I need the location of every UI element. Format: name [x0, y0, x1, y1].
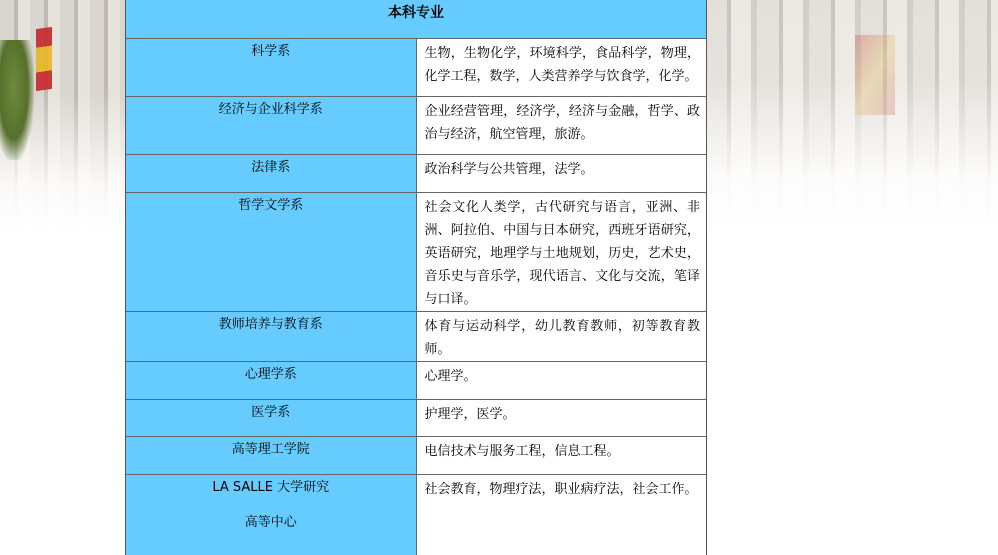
majors-cell: 心理学。 — [416, 362, 706, 400]
table-title: 本科专业 — [126, 0, 706, 39]
department-cell: 心理学系 — [126, 362, 416, 400]
department-name-line2: 高等中心 — [244, 515, 297, 530]
background-building-left — [0, 0, 126, 230]
majors-cell: 政治科学与公共管理，法学。 — [416, 155, 706, 193]
department-cell: 法律系 — [126, 155, 416, 193]
majors-cell: 生物，生物化学，环境科学，食品科学，物理，化学工程，数学，人类营养学与饮食学，化学。 — [416, 39, 706, 97]
majors-table-container — [125, 0, 707, 555]
table-row — [126, 155, 706, 193]
department-cell: 教师培养与教育系 — [126, 312, 416, 362]
majors-cell: 体育与运动科学，幼儿教育教师，初等教育教师。 — [416, 312, 706, 362]
table-row — [126, 475, 706, 555]
majors-table — [126, 0, 706, 555]
table-row — [126, 97, 706, 155]
table-row — [126, 39, 706, 97]
tree-image — [0, 40, 34, 160]
department-name: LA SALLE 大学研究 — [212, 480, 330, 495]
flag-image — [36, 27, 52, 91]
flags-image — [855, 35, 895, 115]
majors-cell: 企业经营管理，经济学，经济与金融，哲学、政治与经济，航空管理，旅游。 — [416, 97, 706, 155]
department-cell: 科学系 — [126, 39, 416, 97]
department-cell: 医学系 — [126, 400, 416, 437]
table-row — [126, 312, 706, 362]
table-header-row — [126, 0, 706, 39]
department-cell: 高等理工学院 — [126, 437, 416, 475]
department-cell — [126, 475, 416, 555]
background-building-right — [705, 0, 998, 230]
table-row — [126, 193, 706, 312]
majors-cell: 电信技术与服务工程，信息工程。 — [416, 437, 706, 475]
table-row — [126, 437, 706, 475]
department-cell: 哲学文学系 — [126, 193, 416, 312]
table-row — [126, 362, 706, 400]
table-row — [126, 400, 706, 437]
majors-cell: 护理学，医学。 — [416, 400, 706, 437]
majors-cell: 社会教育，物理疗法，职业病疗法，社会工作。 — [416, 475, 706, 555]
department-cell: 经济与企业科学系 — [126, 97, 416, 155]
majors-cell: 社会文化人类学，古代研究与语言，亚洲、非洲、阿拉伯、中国与日本研究，西班牙语研究，英语研究，地理学与土地规划，历史，艺术史，音乐史与音乐学，现代语言、文化与交流，笔译与口译。 — [416, 193, 706, 312]
